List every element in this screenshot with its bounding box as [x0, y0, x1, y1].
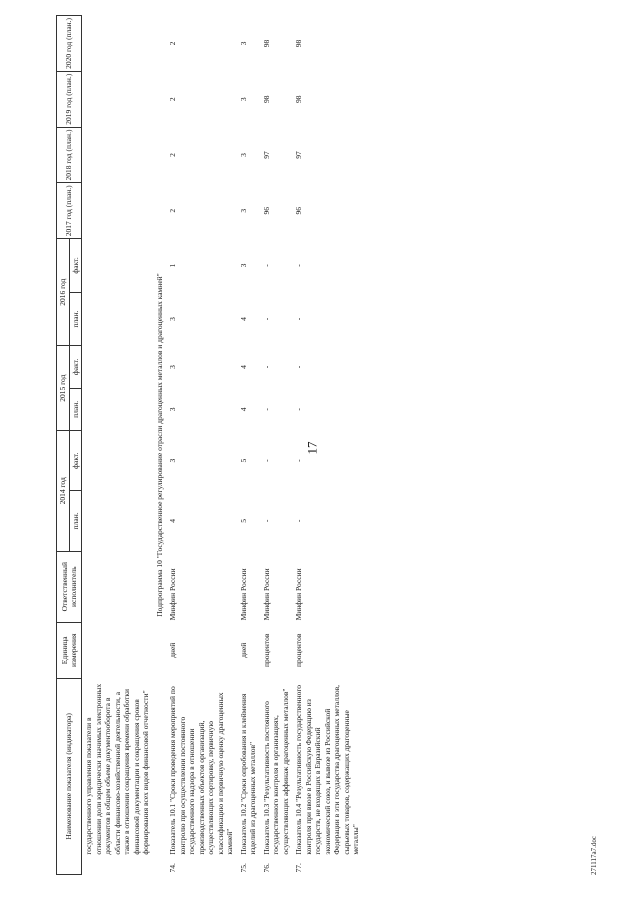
value-cell: 97	[294, 151, 303, 159]
responsible-cell: Минфин России	[261, 568, 271, 621]
table-row	[237, 16, 260, 875]
col-header-2018: 2018 год (план.)	[57, 127, 82, 183]
unit-cell: процентов	[294, 633, 303, 667]
carry-over-text: государственного управления показатели в отношении доли юридически значимых электронных документов в общем объеме документооборота в области финансово-хозяйственной деятельности, а также в отношении сокращения времени обработки финансовой документации и сокращения сроков формирования всех видов финансовой отчетности"	[84, 683, 150, 855]
value-cell: 3	[238, 263, 248, 268]
col-header-fact: факт.	[69, 346, 82, 388]
col-header-2015: 2015 год	[57, 346, 70, 431]
col-header-fact: факт.	[69, 431, 82, 491]
value-cell: -	[261, 408, 271, 411]
value-cell: 3	[168, 365, 177, 369]
row-number: 75.	[238, 863, 248, 873]
value-cell: -	[294, 317, 303, 321]
responsible-cell: Минфин России	[294, 568, 303, 621]
value-cell: -	[261, 459, 271, 462]
col-header-plan: план.	[69, 388, 82, 430]
value-cell: 5	[238, 519, 248, 523]
value-cell: 3	[168, 458, 177, 463]
col-header-unit: Единица измерения	[57, 622, 82, 678]
value-cell: 3	[168, 407, 177, 412]
indicator-name: Показатель 10.3 "Результативность постоянного государственного контроля в организациях, осуществляющих аффинаж драгоценных металлов"	[261, 688, 290, 855]
table-row	[166, 16, 237, 875]
row-number: 76.	[261, 863, 271, 873]
value-cell: -	[294, 459, 303, 462]
document-filename: 271117a7.doc	[590, 836, 598, 875]
value-cell: 2	[168, 97, 177, 102]
col-header-plan: план.	[69, 292, 82, 346]
col-header-fact: факт.	[69, 239, 82, 293]
value-cell: 2	[168, 41, 177, 46]
page-number: 17	[304, 441, 320, 455]
value-cell: -	[294, 264, 303, 267]
value-cell: 98	[294, 39, 303, 48]
indicator-name: Показатель 10.4 "Результативность государственного контроля при ввозе в Российскую Федерацию из государств, не входящих в Евразийский экономический союз, и вывозе из Российской Федерации в эти государства драгоценных металлов, сырьевых товаров, содержащих драгоценные металлы"	[294, 684, 360, 855]
value-cell: 1	[168, 263, 177, 268]
value-cell: -	[261, 264, 271, 267]
value-cell: 98	[294, 95, 303, 104]
col-header-plan: план.	[69, 491, 82, 551]
table-row	[260, 16, 293, 875]
col-header-name: Наименование показателя (индикатора)	[57, 678, 82, 874]
value-cell: 3	[238, 41, 248, 46]
col-header-2017: 2017 год (план.)	[57, 183, 82, 239]
responsible-cell: Минфин России	[168, 568, 177, 621]
value-cell: 3	[168, 317, 177, 321]
responsible-cell: Минфин России	[238, 568, 248, 621]
value-cell: 4	[238, 407, 248, 412]
value-cell: -	[261, 365, 271, 369]
table-row	[292, 16, 363, 875]
indicator-name: Показатель 10.2 "Сроки опробования и клеймения изделий из драгоценных металлов"	[238, 693, 257, 855]
value-cell: -	[294, 408, 303, 411]
value-cell: 3	[238, 97, 248, 102]
value-cell: 5	[238, 458, 248, 463]
value-cell: -	[294, 365, 303, 369]
value-cell: 98	[261, 95, 271, 104]
value-cell: 3	[238, 153, 248, 157]
value-cell: 96	[261, 207, 271, 215]
value-cell: 3	[238, 208, 248, 213]
col-header-resp: Ответственный исполнитель	[57, 551, 82, 622]
col-header-2020: 2020 год (план.)	[57, 16, 82, 72]
unit-cell: дней	[238, 642, 248, 658]
value-cell: -	[261, 519, 271, 523]
value-cell: -	[261, 317, 271, 321]
subprogram-title: Подпрограмма 10 "Государственное регулирование отрасли драгоценных металлов и драгоценных камней"	[154, 273, 164, 617]
carry-over-row	[82, 16, 153, 875]
value-cell: 4	[238, 317, 248, 321]
value-cell: -	[294, 519, 303, 523]
unit-cell: процентов	[261, 633, 271, 667]
row-number: 77.	[294, 863, 303, 873]
value-cell: 2	[168, 153, 177, 157]
indicator-name: Показатель 10.1 "Сроки проведения мероприятий по контролю при осуществлении постоянного государственного надзора в отношении производственных объектов организаций, осуществляющих сортировку, первичную классификацию и первичную оценку драгоценных камней"	[168, 686, 234, 855]
value-cell: 4	[238, 365, 248, 369]
col-header-2014: 2014 год	[57, 431, 70, 551]
col-header-2019: 2019 год (план.)	[57, 71, 82, 127]
header-row-1	[57, 16, 70, 875]
value-cell: 4	[168, 519, 177, 523]
indicators-table	[56, 15, 363, 875]
unit-cell: дней	[168, 642, 177, 658]
row-number: 74.	[168, 863, 177, 873]
value-cell: 97	[261, 151, 271, 159]
col-header-2016: 2016 год	[57, 239, 70, 346]
value-cell: 96	[294, 207, 303, 215]
value-cell: 2	[168, 208, 177, 213]
subprogram-row	[153, 16, 167, 875]
value-cell: 98	[261, 39, 271, 48]
